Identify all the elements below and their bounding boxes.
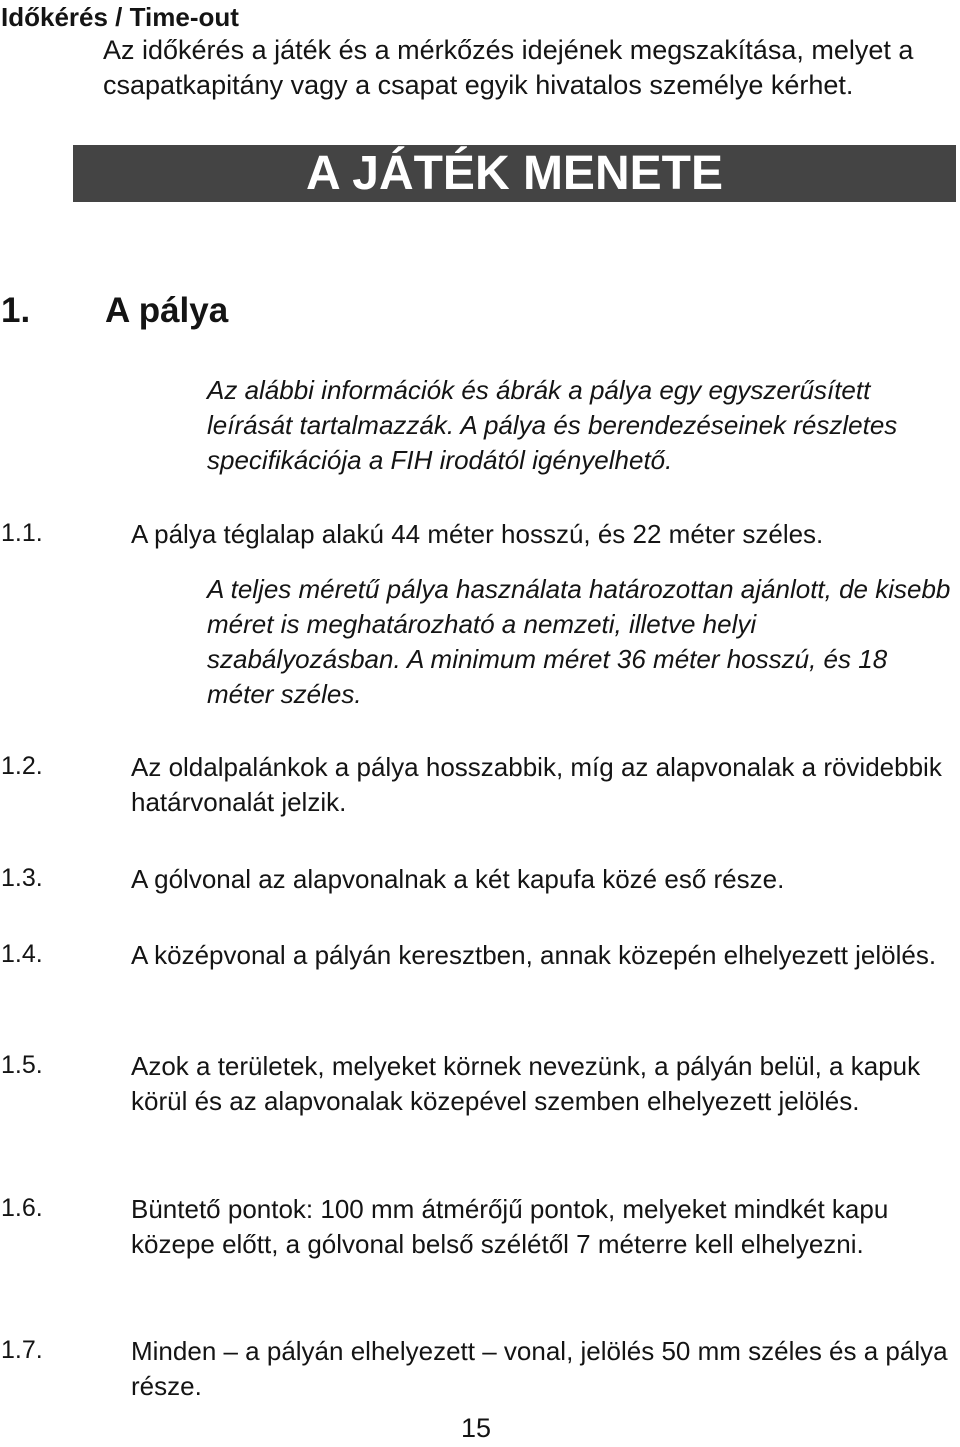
item-number: 1.7. — [1, 1336, 43, 1364]
item-text: Azok a területek, melyeket körnek nevezünk, a pályán belül, a kapuk körül és az alapvonalak közepével szemben elhelyezett jelölés. — [131, 1051, 921, 1116]
chapter-banner: A JÁTÉK MENETE — [73, 145, 956, 202]
item-text: Büntető pontok: 100 mm átmérőjű pontok, melyeket mindkét kapu közepe előtt, a gólvonal belső szélétől 7 méterre kell elhelyezni. — [131, 1194, 889, 1259]
item-text: Az oldalpalánkok a pálya hosszabbik, míg az alapvonalak a rövidebbik határvonalát jelzik. — [131, 752, 942, 817]
size-note: A teljes méretű pálya használata határozottan ajánlott, de kisebb méret is meghatározható a nemzeti, illetve helyi szabályozásban. A minimum méret 36 méter hosszú, és 18 méter széles. — [207, 574, 951, 709]
item-number: 1.2. — [1, 752, 43, 780]
item-number: 1.3. — [1, 864, 43, 892]
item-text: A pálya téglalap alakú 44 méter hosszú, és 22 méter széles. — [131, 519, 824, 549]
definition-title: Időkérés / Time-out — [1, 2, 239, 32]
item-number: 1.1. — [1, 519, 43, 547]
item-number: 1.4. — [1, 940, 43, 968]
section-intro: Az alábbi információk és ábrák a pálya egy egyszerűsített leírását tartalmazzák. A pálya és berendezéseinek részletes specifikációja a FIH irodától igényelhető. — [207, 375, 898, 475]
item-text: A gólvonal az alapvonalnak a két kapufa közé eső része. — [131, 864, 785, 894]
page-number: 15 — [460, 1413, 492, 1443]
section-number: 1. — [1, 291, 31, 330]
definition-text: Az időkérés a játék és a mérkőzés idejének megszakítása, melyet a csapatkapitány vagy a csapat egyik hivatalos személye kérhet. — [103, 35, 914, 100]
item-number: 1.5. — [1, 1051, 43, 1079]
section-title: A pálya — [105, 291, 229, 330]
item-text: Minden – a pályán elhelyezett – vonal, jelölés 50 mm széles és a pálya része. — [131, 1336, 948, 1401]
item-number: 1.6. — [1, 1194, 43, 1222]
item-text: A középvonal a pályán keresztben, annak közepén elhelyezett jelölés. — [131, 940, 937, 970]
